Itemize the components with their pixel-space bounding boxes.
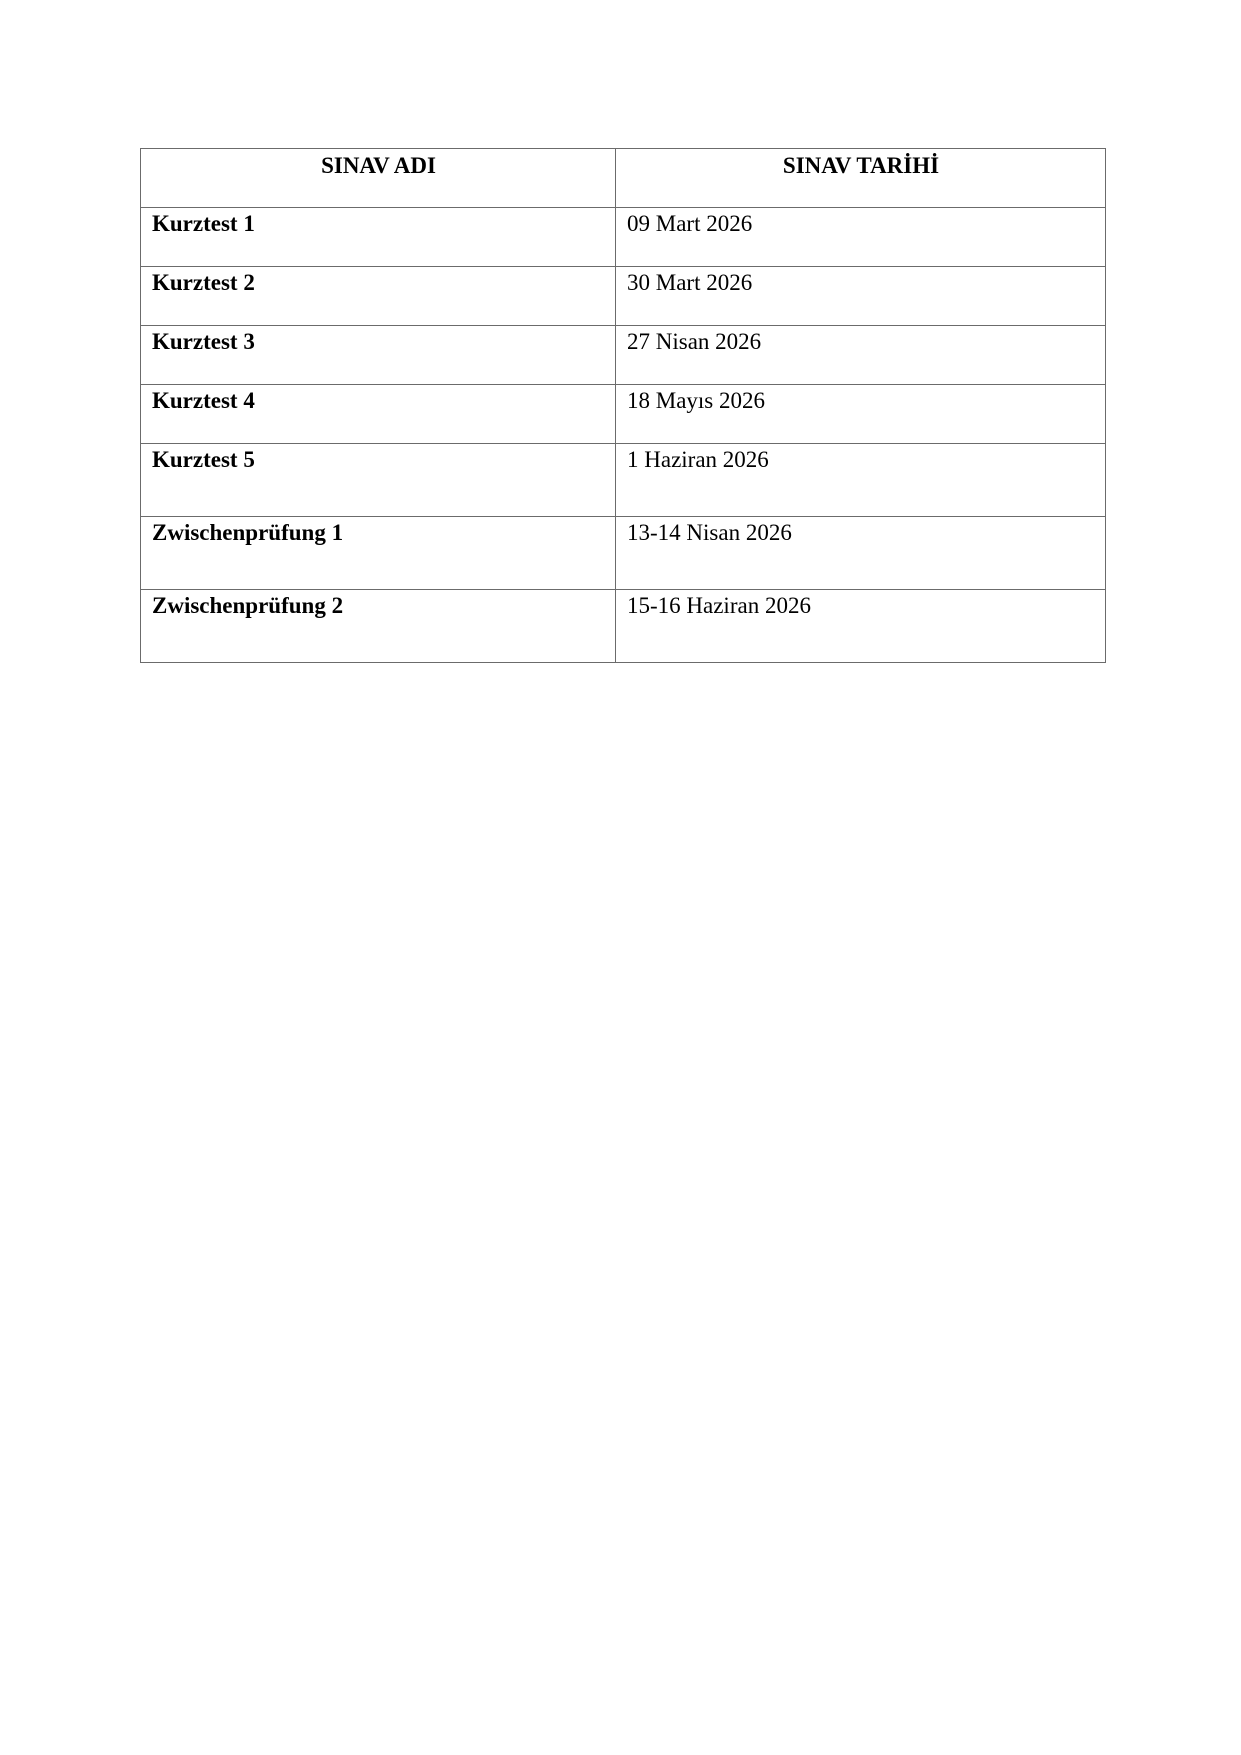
exam-date-cell: 27 Nisan 2026 bbox=[616, 326, 1106, 385]
table-row bbox=[141, 444, 1106, 517]
exam-date-cell: 18 Mayıs 2026 bbox=[616, 385, 1106, 444]
column-header-exam-name: SINAV ADI bbox=[141, 149, 616, 208]
exam-date-cell: 13-14 Nisan 2026 bbox=[616, 517, 1106, 590]
exam-name-cell: Kurztest 5 bbox=[141, 444, 616, 517]
table-row bbox=[141, 590, 1106, 663]
exam-date-cell: 15-16 Haziran 2026 bbox=[616, 590, 1106, 663]
table-row bbox=[141, 517, 1106, 590]
exam-date-cell: 09 Mart 2026 bbox=[616, 208, 1106, 267]
table-row bbox=[141, 385, 1106, 444]
table-row bbox=[141, 267, 1106, 326]
exam-name-cell: Kurztest 2 bbox=[141, 267, 616, 326]
table-row bbox=[141, 326, 1106, 385]
table-row bbox=[141, 208, 1106, 267]
table-header-row bbox=[141, 149, 1106, 208]
exam-date-cell: 30 Mart 2026 bbox=[616, 267, 1106, 326]
exam-name-cell: Kurztest 1 bbox=[141, 208, 616, 267]
exam-date-cell: 1 Haziran 2026 bbox=[616, 444, 1106, 517]
exam-schedule-table bbox=[140, 148, 1106, 663]
column-header-exam-date: SINAV TARİHİ bbox=[616, 149, 1106, 208]
exam-name-cell: Kurztest 4 bbox=[141, 385, 616, 444]
exam-name-cell: Kurztest 3 bbox=[141, 326, 616, 385]
exam-name-cell: Zwischenprüfung 2 bbox=[141, 590, 616, 663]
exam-name-cell: Zwischenprüfung 1 bbox=[141, 517, 616, 590]
